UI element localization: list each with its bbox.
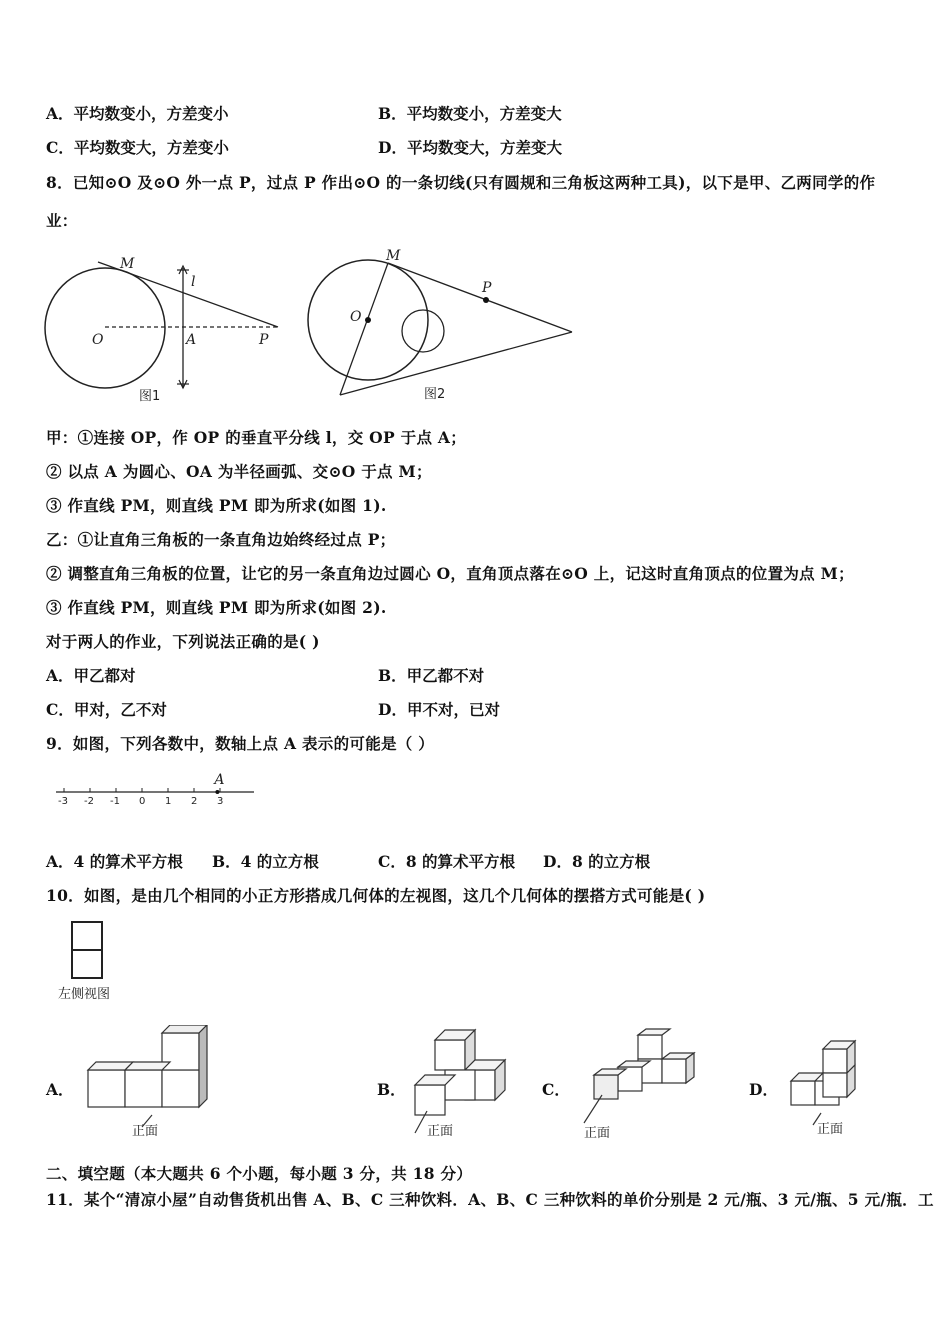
- axis-tick-label: -2: [84, 796, 94, 807]
- q8-option-d: D．甲不对，已对: [378, 700, 500, 719]
- point-p: [483, 297, 489, 303]
- point-o: [365, 317, 371, 323]
- q9-stem: 9．如图，下列各数中，数轴上点 A 表示的可能是（ ）: [46, 734, 435, 753]
- axis-tick-label: -1: [110, 796, 120, 807]
- leg-mp: [388, 263, 572, 332]
- q8-option-b: B．甲乙都不对: [378, 666, 485, 685]
- point-a: [215, 790, 219, 794]
- label-m: M: [386, 248, 401, 264]
- axis-tick-label: 2: [191, 796, 198, 807]
- q8-option-c: C．甲对，乙不对: [46, 700, 167, 719]
- front-label: 正面: [427, 1124, 454, 1139]
- label-p: P: [259, 332, 269, 348]
- axis-tick-label: 3: [217, 796, 224, 807]
- circle-o: [45, 268, 165, 388]
- q8-figure-2: [300, 245, 585, 405]
- q10-option-a-label: A．: [46, 1080, 74, 1099]
- axis-tick-label: 0: [139, 796, 146, 807]
- q11-stem: 11．某个“清凉小屋”自动售货机出售 A、B、C 三种饮料．A、B、C 三种饮料的单价分别是 2 元/瓶、3 元/瓶、5 元/瓶．工: [46, 1190, 934, 1209]
- q10-option-a-figure: [80, 1025, 230, 1140]
- q7-option-d: D．平均数变大，方差变大: [378, 138, 562, 157]
- q10-option-d-figure: [785, 1035, 875, 1140]
- q8-stem-line2: 业：: [46, 211, 78, 230]
- yi-step-2: ② 调整直角三角板的位置，让它的另一条直角边过圆心 O，直角顶点落在⊙O 上，记这时直角顶点的位置为点 M；: [46, 564, 854, 583]
- label-o: O: [92, 332, 104, 348]
- q9-option-c: C．8 的算术平方根: [378, 852, 516, 871]
- q7-option-b: B．平均数变小，方差变大: [378, 104, 562, 123]
- q8-option-a: A．甲乙都对: [46, 666, 136, 685]
- q9-option-b: B．4 的立方根: [212, 852, 319, 871]
- q7-option-a: A．平均数变小，方差变小: [46, 104, 229, 123]
- q9-option-a: A．4 的算术平方根: [46, 852, 183, 871]
- figure-1-caption: 图1: [139, 389, 161, 404]
- yi-step-1: 乙：①让直角三角板的一条直角边始终经过点 P；: [46, 530, 396, 549]
- q8-figure-1: [40, 250, 290, 405]
- jia-step-1: 甲：①连接 OP，作 OP 的垂直平分线 l，交 OP 于点 A；: [46, 428, 467, 447]
- figure-2-caption: 图2: [424, 387, 446, 402]
- q10-option-b-figure: [405, 1025, 525, 1140]
- q8-question: 对于两人的作业，下列说法正确的是( ): [46, 632, 320, 651]
- q9-number-line: [52, 772, 262, 812]
- q10-option-c-figure: [570, 1025, 705, 1143]
- front-label: 正面: [817, 1122, 844, 1137]
- q10-stem: 10．如图，是由几个相同的小正方形搭成几何体的左视图，这几个几何体的摆搭方式可能是( ): [46, 886, 706, 905]
- q7-option-c: C．平均数变大，方差变小: [46, 138, 229, 157]
- axis-tick-label: -3: [58, 796, 68, 807]
- section-2-heading: 二、填空题（本大题共 6 个小题，每小题 3 分，共 18 分）: [46, 1164, 473, 1183]
- label-l: l: [191, 274, 196, 290]
- point-a-label: A: [214, 772, 225, 788]
- front-label: 正面: [584, 1126, 611, 1141]
- q8-stem-line1: 8．已知⊙O 及⊙O 外一点 P，过点 P 作出⊙O 的一条切线(只有圆规和三角板这两种工具)，以下是甲、乙两同学的作: [46, 173, 876, 192]
- label-m: M: [120, 256, 135, 272]
- q10-option-b-label: B．: [377, 1080, 406, 1099]
- left-view-caption: 左侧视图: [58, 987, 111, 1002]
- leg-mo: [340, 263, 388, 395]
- jia-step-2: ② 以点 A 为圆心、OA 为半径画弧、交⊙O 于点 M；: [46, 462, 432, 481]
- label-a: A: [186, 332, 197, 348]
- label-o: O: [350, 309, 362, 325]
- front-label: 正面: [132, 1124, 159, 1139]
- q10-option-d-label: D．: [749, 1080, 778, 1099]
- left-view-figure: [50, 918, 140, 1006]
- axis-tick-label: 1: [165, 796, 172, 807]
- jia-step-3: ③ 作直线 PM，则直线 PM 即为所求(如图 1).: [46, 496, 387, 515]
- q9-option-d: D．8 的立方根: [543, 852, 651, 871]
- q10-option-c-label: C．: [542, 1080, 570, 1099]
- hypotenuse: [340, 332, 572, 395]
- yi-step-3: ③ 作直线 PM，则直线 PM 即为所求(如图 2).: [46, 598, 387, 617]
- label-p: P: [482, 280, 492, 296]
